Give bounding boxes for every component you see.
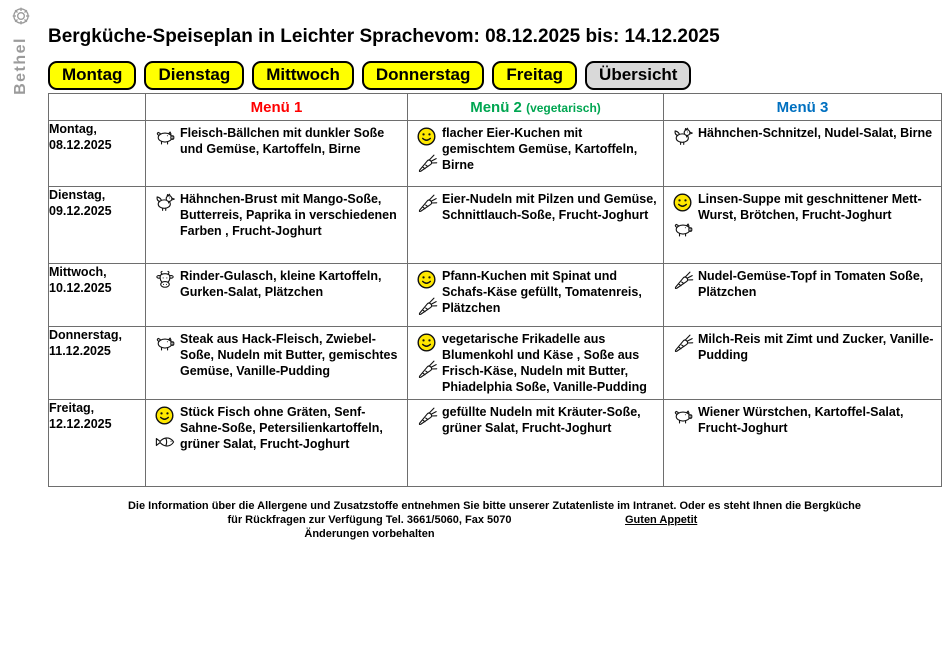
- smiley-icon: [672, 192, 694, 214]
- day-date: 10.12.2025: [49, 281, 112, 296]
- menu1-cell: [146, 121, 408, 187]
- day-tabs: [48, 61, 691, 90]
- table-row: [49, 327, 942, 400]
- carrot-icon: [416, 152, 438, 174]
- menu-text: Steak aus Hack-Fleisch, Zwiebel-Soße, Nudeln mit Butter, gemischtes Gemüse, Vanille-Pudding: [180, 332, 398, 378]
- menu-text: Linsen-Suppe mit geschnittener Mett-Wurst, Brötchen, Frucht-Joghurt: [698, 192, 922, 222]
- menu3-cell: [664, 264, 942, 327]
- menu2-cell: [408, 400, 664, 487]
- menu-text: Hähnchen-Brust mit Mango-Soße, Butterreis, Paprika in verschiedenen Farben , Frucht-Joghurt: [180, 192, 397, 238]
- table-row: [49, 121, 942, 187]
- fish-icon: [154, 431, 176, 453]
- menu1-cell: [146, 187, 408, 264]
- menu-text: vegetarische Frikadelle aus Blumenkohl und Käse , Soße aus Frisch-Käse, Nudeln mit Butter, Phiadelphia Soße, Vanille-Pudding: [442, 332, 647, 394]
- menu2-cell: [408, 327, 664, 400]
- carrot-icon: [416, 192, 438, 214]
- menu-text: Wiener Würstchen, Kartoffel-Salat, Frucht-Joghurt: [698, 405, 904, 435]
- tab-freitag[interactable]: Freitag: [492, 61, 577, 90]
- menu-text: Eier-Nudeln mit Pilzen und Gemüse, Schnittlauch-Soße, Frucht-Joghurt: [442, 192, 657, 222]
- smiley-icon: [154, 405, 176, 427]
- day-date: 09.12.2025: [49, 204, 112, 219]
- menu3-cell: [664, 400, 942, 487]
- footer-contact-row: [48, 514, 941, 526]
- day-label: Mittwoch,: [49, 265, 107, 279]
- menu-text: Nudel-Gemüse-Topf in Tomaten Soße, Plätzchen: [698, 269, 924, 299]
- menu-table: [48, 93, 942, 487]
- menu-text: gefüllte Nudeln mit Kräuter-Soße, grüner Salat, Frucht-Joghurt: [442, 405, 641, 435]
- menu1-cell: [146, 264, 408, 327]
- day-cell: [49, 264, 146, 327]
- food-icon-stack: [412, 268, 442, 317]
- tab-uebersicht[interactable]: Übersicht: [585, 61, 691, 90]
- footer-allergen-info: Die Information über die Allergene und Zusatzstoffe entnehmen Sie bitte unserer Zutatenliste im Intranet. Oder es steht Ihnen die Bergküche: [127, 500, 862, 512]
- food-icon-stack: [150, 404, 180, 453]
- brand-logo: [6, 6, 36, 95]
- footer-changes-note: Änderungen vorbehalten: [304, 528, 435, 540]
- menu2-cell: [408, 264, 664, 327]
- corner-cell: [49, 94, 146, 121]
- smiley-icon: [416, 269, 438, 291]
- footer-contact-info: für Rückfragen zur Verfügung Tel. 3661/5060, Fax 5070: [227, 514, 512, 526]
- table-row: [49, 400, 942, 487]
- tab-dienstag[interactable]: Dienstag: [144, 61, 244, 90]
- carrot-icon: [416, 405, 438, 427]
- carrot-icon: [416, 295, 438, 317]
- menu-text: Fleisch-Bällchen mit dunkler Soße und Gemüse, Kartoffeln, Birne: [180, 126, 385, 156]
- cow-icon: [154, 269, 176, 291]
- brand-name: Bethel: [12, 37, 29, 95]
- day-cell: [49, 327, 146, 400]
- pig-icon: [672, 218, 694, 240]
- tab-montag[interactable]: Montag: [48, 61, 136, 90]
- menu-text: Milch-Reis mit Zimt und Zucker, Vanille-Pudding: [698, 332, 934, 362]
- pig-icon: [672, 405, 694, 427]
- carrot-icon: [672, 269, 694, 291]
- food-icon-stack: [668, 404, 698, 427]
- footer-guten-appetit: Guten Appetit: [625, 514, 698, 526]
- table-row: [49, 264, 942, 327]
- menu2-header-sublabel: (vegetarisch): [526, 100, 601, 115]
- food-icon-stack: [412, 404, 442, 427]
- day-label: Donnerstag,: [49, 328, 122, 342]
- menu3-cell: [664, 187, 942, 264]
- food-icon-stack: [412, 191, 442, 214]
- day-label: Montag,: [49, 122, 97, 136]
- menu3-cell: [664, 327, 942, 400]
- page-title: Bergküche-Speiseplan in Leichter Sprachevom: 08.12.2025 bis: 14.12.2025: [48, 26, 720, 47]
- bethel-star-icon: [11, 6, 31, 31]
- day-date: 12.12.2025: [49, 417, 112, 432]
- day-label: Freitag,: [49, 401, 95, 415]
- food-icon-stack: [668, 125, 698, 148]
- smiley-icon: [416, 126, 438, 148]
- tab-mittwoch[interactable]: Mittwoch: [252, 61, 354, 90]
- tab-donnerstag[interactable]: Donnerstag: [362, 61, 484, 90]
- food-icon-stack: [668, 331, 698, 354]
- food-icon-stack: [412, 331, 442, 380]
- menu1-cell: [146, 400, 408, 487]
- carrot-icon: [672, 332, 694, 354]
- day-cell: [49, 400, 146, 487]
- menu3-cell: [664, 121, 942, 187]
- food-icon-stack: [668, 191, 698, 240]
- pig-icon: [154, 332, 176, 354]
- smiley-icon: [416, 332, 438, 354]
- day-cell: [49, 121, 146, 187]
- menu2-header-label: Menü 2: [470, 98, 522, 116]
- day-date: 08.12.2025: [49, 138, 112, 153]
- day-date: 11.12.2025: [49, 344, 111, 359]
- menu-table-body: [49, 121, 942, 487]
- day-label: Dienstag,: [49, 188, 106, 202]
- food-icon-stack: [668, 268, 698, 291]
- table-row: [49, 187, 942, 264]
- food-icon-stack: [412, 125, 442, 174]
- menu-text: Hähnchen-Schnitzel, Nudel-Salat, Birne: [698, 126, 933, 140]
- chicken-icon: [672, 126, 694, 148]
- food-icon-stack: [150, 331, 180, 354]
- menu2-cell: [408, 121, 664, 187]
- day-cell: [49, 187, 146, 264]
- menu-text: Pfann-Kuchen mit Spinat und Schafs-Käse gefüllt, Tomatenreis, Plätzchen: [442, 269, 642, 315]
- menu-text: Stück Fisch ohne Gräten, Senf-Sahne-Soße, Petersilienkartoffeln, grüner Salat, Frucht-Joghurt: [180, 405, 383, 451]
- chicken-icon: [154, 192, 176, 214]
- food-icon-stack: [150, 125, 180, 148]
- menu2-cell: [408, 187, 664, 264]
- menu1-cell: [146, 327, 408, 400]
- food-icon-stack: [150, 191, 180, 214]
- menu2-header: [408, 94, 664, 121]
- menu3-header: [664, 94, 942, 121]
- menu-text: flacher Eier-Kuchen mit gemischtem Gemüse, Kartoffeln, Birne: [442, 126, 638, 172]
- menu3-header-label: Menü 3: [776, 98, 829, 116]
- pig-icon: [154, 126, 176, 148]
- menu1-header-label: Menü 1: [250, 98, 303, 116]
- food-icon-stack: [150, 268, 180, 291]
- footer: [48, 500, 941, 540]
- menu1-header: [146, 94, 408, 121]
- table-header-row: [49, 94, 942, 121]
- carrot-icon: [416, 358, 438, 380]
- menu-text: Rinder-Gulasch, kleine Kartoffeln, Gurken-Salat, Plätzchen: [180, 269, 382, 299]
